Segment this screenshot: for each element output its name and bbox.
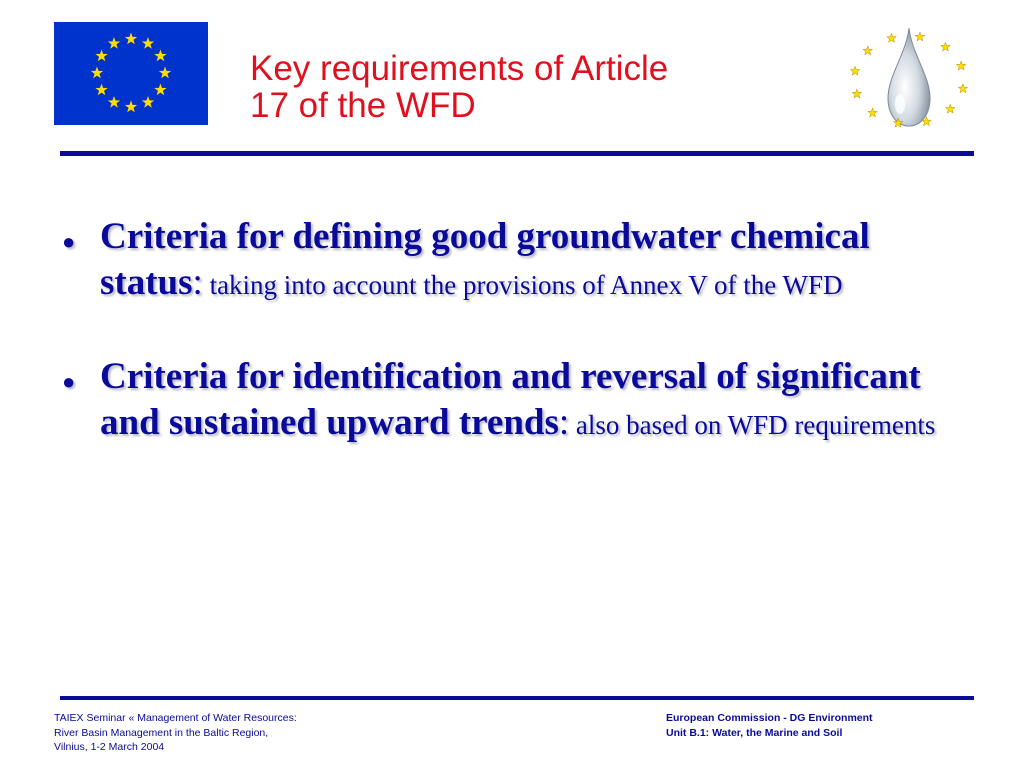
flag-star-icon — [108, 37, 120, 49]
footer-seminar-info — [54, 711, 297, 755]
flag-star-icon — [125, 33, 137, 45]
footer-rule — [60, 696, 974, 700]
slide-title — [250, 50, 810, 124]
eu-flag-icon — [54, 22, 208, 125]
bullet-dot-icon: ● — [62, 229, 76, 254]
logo-star-icon — [868, 108, 878, 117]
logo-star-icon — [958, 84, 968, 93]
bullet-list — [60, 214, 960, 494]
title-line-1: Key requirements of Article — [250, 49, 669, 88]
bullet-item — [60, 354, 960, 448]
bullet-heading: Criteria for identification and reversal of significant and sustained upward trends — [100, 356, 921, 443]
bullet-colon: : — [558, 402, 570, 443]
logo-star-icon — [850, 66, 860, 75]
bullet-item — [60, 214, 960, 308]
bullet-detail: taking into account the provisions of Annex V of the WFD — [202, 270, 843, 300]
logo-star-icon — [915, 32, 925, 41]
logo-star-icon — [945, 104, 955, 113]
logo-star-icon — [887, 33, 897, 42]
bullet-dot-icon: ● — [62, 369, 76, 394]
flag-star-icon — [159, 67, 171, 79]
flag-star-icon — [108, 96, 120, 108]
flag-star-icon — [154, 84, 166, 96]
logo-star-icon — [941, 42, 951, 51]
bullet-detail: also based on WFD requirements — [569, 410, 936, 440]
footer-organisation — [666, 711, 873, 740]
footer-line: River Basin Management in the Baltic Region, — [54, 726, 269, 739]
bullet-colon: : — [192, 262, 203, 303]
flag-star-icon — [142, 96, 154, 108]
footer-line: European Commission - DG Environment — [666, 712, 873, 724]
flag-star-icon — [125, 101, 137, 113]
flag-star-icon — [91, 67, 103, 79]
flag-star-icon — [95, 84, 107, 96]
flag-star-icon — [154, 50, 166, 62]
water-drop-stars-icon — [846, 24, 972, 132]
logo-star-icon — [956, 61, 966, 70]
flag-star-icon — [95, 50, 107, 62]
bullet-heading: Criteria for defining good groundwater chemical status — [100, 216, 870, 303]
logo-star-icon — [863, 46, 873, 55]
flag-star-icon — [142, 37, 154, 49]
footer-line: TAIEX Seminar « Management of Water Resources: — [54, 712, 297, 724]
logo-star-icon — [852, 89, 862, 98]
footer-line: Vilnius, 1-2 March 2004 — [54, 741, 165, 753]
footer-line: Unit B.1: Water, the Marine and Soil — [666, 726, 843, 739]
title-line-2: 17 of the WFD — [250, 86, 476, 125]
header-rule — [60, 151, 974, 156]
